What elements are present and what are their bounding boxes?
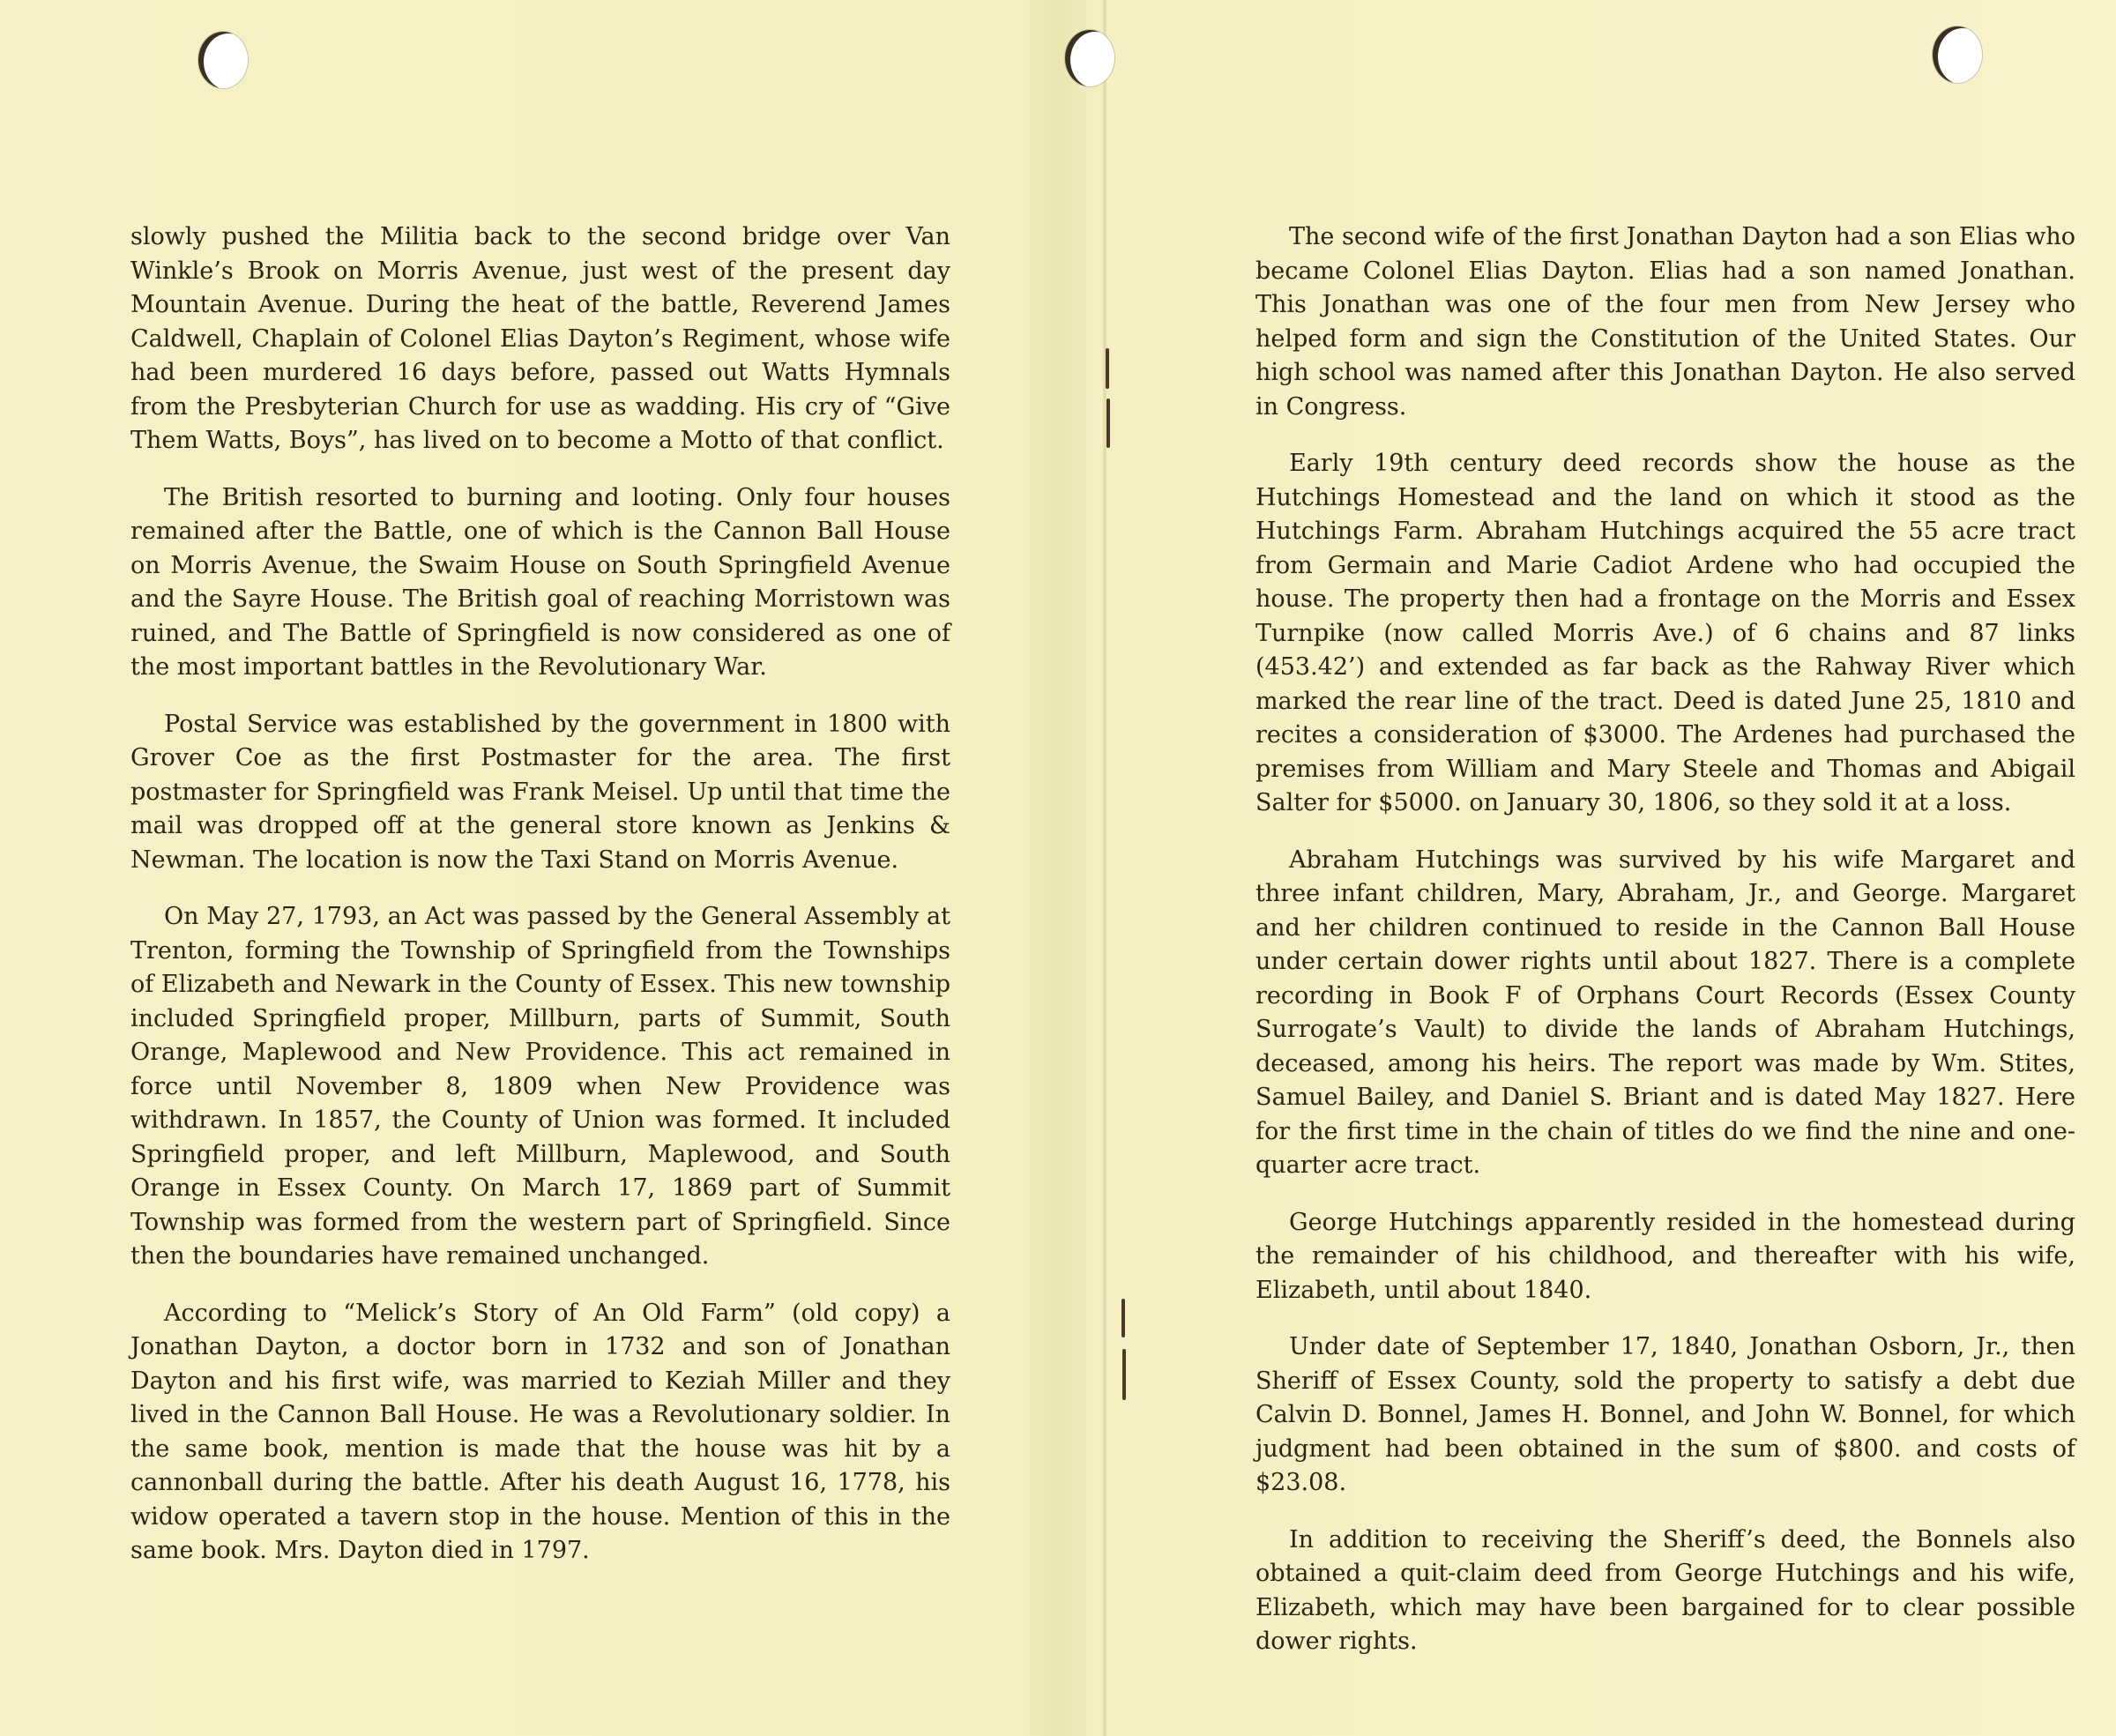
staple-mark: [1106, 348, 1109, 389]
paragraph: The second wife of the first Jonathan Dayton had a son Elias who became Colonel Elias Dayton. Elias had a son named Jonathan. This Jonathan was one of the four men from New Jersey who helped form and sign the Constitution of the United States. Our high school was named after this Jonathan Dayton. He also served in Congress.: [1255, 223, 2075, 421]
paragraph: George Hutchings apparently resided in the homestead during the remainder of his childhood, and thereafter with his wife, Elizabeth, until about 1840.: [1255, 1208, 2075, 1304]
punch-hole: [1065, 30, 1114, 86]
paragraph: Abraham Hutchings was survived by his wife Margaret and three infant children, Mary, Abraham, Jr., and George. Margaret and her children continued to reside in the Cannon Ball House under certain dower rights until about 1827. There is a complete recording in Book F of Orphans Court Records (Essex County Surrogate’s Vault) to divide the lands of Abraham Hutchings, deceased, among his heirs. The report was made by Wm. Stites, Samuel Bailey, and Daniel S. Briant and is dated May 1827. Here for the first time in the chain of titles do we find the nine and one-quarter acre tract.: [1255, 846, 2075, 1179]
paragraph: Early 19th century deed records show the house as the Hutchings Homestead and the land on which it stood as the Hutchings Farm. Abraham Hutchings acquired the 55 acre tract from Germain and Marie Cadiot Ardene who had occupied the house. The property then had a frontage on the Morris and Essex Turnpike (now called Morris Ave.) of 6 chains and 87 links (453.42’) and extended as far back as the Rahway River which marked the rear line of the tract. Deed is dated June 25, 1810 and recites a consideration of $3000. The Ardenes had purchased the premises from William and Mary Steele and Thomas and Abigail Salter for $5000. on January 30, 1806, so they sold it at a loss.: [1255, 450, 2075, 816]
paragraph: slowly pushed the Militia back to the second bridge over Van Winkle’s Brook on Morris Avenue, just west of the present day Mountain Avenue. During the heat of the battle, Reverend James Caldwell, Chaplain of Colonel Elias Dayton’s Regiment, whose wife had been murdered 16 days before, passed out Watts Hymnals from the Presbyterian Church for use as wadding. His cry of “Give Them Watts, Boys”, has lived on to become a Motto of that conflict.: [130, 223, 950, 454]
paragraph: In addition to receiving the Sheriff’s deed, the Bonnels also obtained a quit-claim deed from George Hutchings and his wife, Elizabeth, which may have been bargained for to clear possible dower rights.: [1255, 1525, 2075, 1655]
punch-hole: [1933, 26, 1982, 83]
paragraph: The British resorted to burning and looting. Only four houses remained after the Battle, one of which is the Cannon Ball House on Morris Avenue, the Swaim House on South Springfield Avenue and the Sayre House. The British goal of reaching Morristown was ruined, and The Battle of Springfield is now considered as one of the most important battles in the Revolutionary War.: [130, 483, 950, 681]
paragraph: According to “Melick’s Story of An Old Farm” (old copy) a Jonathan Dayton, a doctor born in 1732 and son of Jonathan Dayton and his first wife, was married to Keziah Miller and they lived in the Cannon Ball House. He was a Revolutionary soldier. In the same book, mention is made that the house was hit by a cannonball during the battle. After his death August 16, 1778, his widow operated a tavern stop in the house. Mention of this in the same book. Mrs. Dayton died in 1797.: [130, 1299, 950, 1564]
staple-mark: [1122, 1349, 1126, 1400]
right-page: [1255, 220, 2075, 1682]
punch-hole: [198, 32, 248, 88]
staple-mark: [1106, 399, 1110, 448]
paragraph: Under date of September 17, 1840, Jonathan Osborn, Jr., then Sheriff of Essex County, sold the property to satisfy a debt due Calvin D. Bonnel, James H. Bonnel, and John W. Bonnel, for which judgment had been obtained in the sum of $800. and costs of $23.08.: [1255, 1333, 2075, 1496]
paragraph: On May 27, 1793, an Act was passed by the General Assembly at Trenton, forming the Township of Springfield from the Townships of Elizabeth and Newark in the County of Essex. This new township included Springfield proper, Millburn, parts of Summit, South Orange, Maplewood and New Providence. This act remained in force until November 8, 1809 when New Providence was withdrawn. In 1857, the County of Union was formed. It included Springfield proper, and left Millburn, Maplewood, and South Orange in Essex County. On March 17, 1869 part of Summit Township was formed from the western part of Springfield. Since then the boundaries have remained unchanged.: [130, 903, 950, 1270]
center-fold: [1102, 0, 1107, 1736]
left-page: [130, 220, 950, 1591]
paragraph: Postal Service was established by the government in 1800 with Grover Coe as the first Postmaster for the area. The first postmaster for Springfield was Frank Meisel. Up until that time the mail was dropped off at the general store known as Jenkins & Newman. The location is now the Taxi Stand on Morris Avenue.: [130, 710, 950, 874]
staple-mark: [1121, 1299, 1125, 1337]
